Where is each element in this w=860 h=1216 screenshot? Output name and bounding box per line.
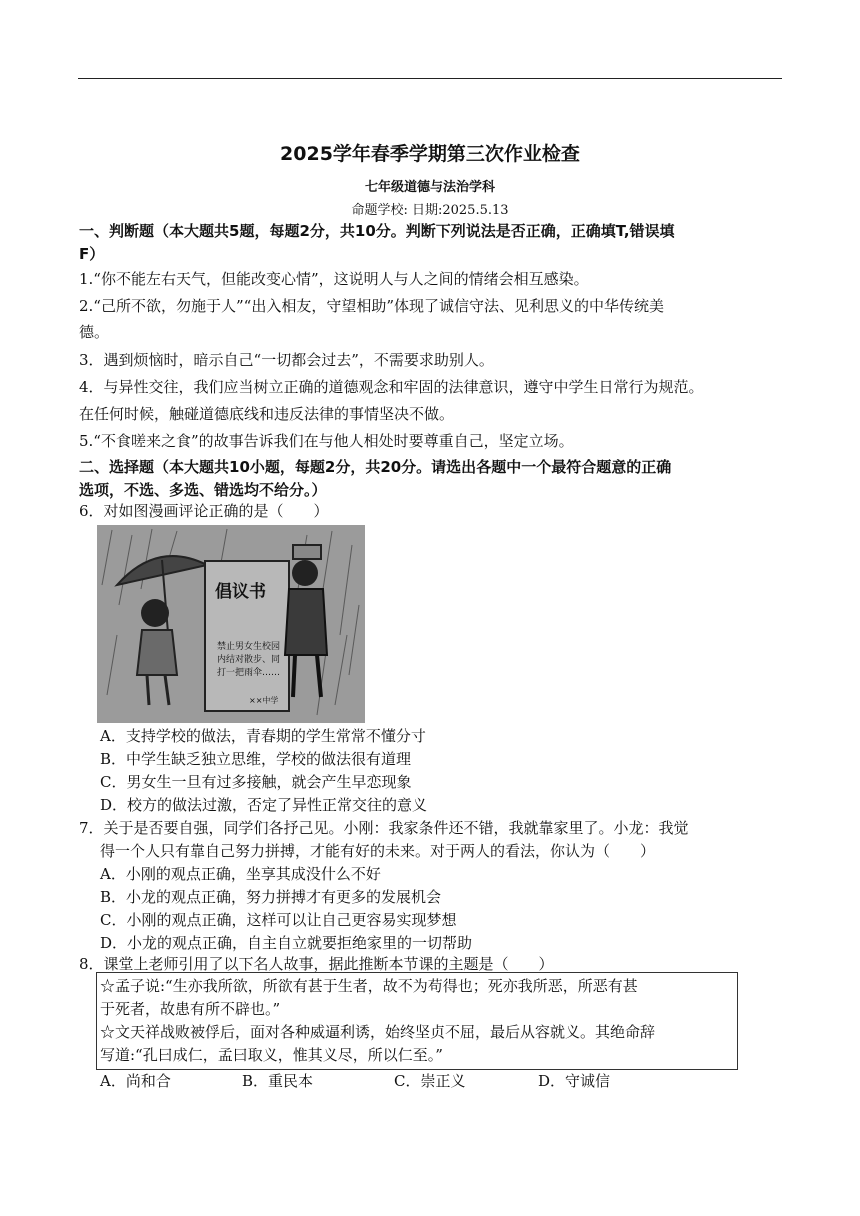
q7-option-a: A．小刚的观点正确，坐享其成没什么不好 (100, 865, 381, 883)
section1-heading-cont: F） (79, 245, 105, 263)
quote-line-2: 于死者，故患有所不辟也。” (100, 1000, 281, 1018)
quote-line-4: 写道:“孔曰成仁，孟曰取义，惟其义尽，所以仁至。” (100, 1046, 443, 1064)
q8-option-a: A．尚和合 (100, 1072, 171, 1090)
cartoon-banner: 倡议书 (215, 582, 266, 602)
q7-option-c: C．小刚的观点正确，这样可以让自己更容易实现梦想 (100, 911, 457, 929)
q6-option-a: A．支持学校的做法，青春期的学生常常不懂分寸 (100, 727, 426, 745)
q6-option-d: D．校方的做法过激，否定了异性正常交往的意义 (100, 796, 428, 814)
q8-option-d: D．守诚信 (538, 1072, 611, 1090)
question-4-cont: 在任何时候，触碰道德底线和违反法律的事情坚决不做。 (79, 405, 455, 423)
question-5: 5.“不食嗟来之食”的故事告诉我们在与他人相处时要尊重自己，坚定立场。 (79, 432, 574, 450)
page-title: 2025学年春季学期第三次作业检查 (280, 143, 580, 165)
top-rule (78, 78, 782, 79)
question-1: 1.“你不能左右天气，但能改变心情”，这说明人与人之间的情绪会相互感染。 (79, 270, 589, 288)
exam-meta: 命题学校: 日期:2025.5.13 (351, 203, 509, 218)
question-4: 4．与异性交往，我们应当树立正确的道德观念和牢固的法律意识，遵守中学生日常行为规范。 (79, 378, 704, 396)
q8-option-c: C．崇正义 (394, 1072, 466, 1090)
cartoon-text-3: 打一把雨伞…… (217, 668, 281, 678)
q7-option-d: D．小龙的观点正确，自主自立就要拒绝家里的一切帮助 (100, 934, 473, 952)
question-6: 6．对如图漫画评论正确的是（ ） (79, 502, 329, 520)
question-2: 2.“己所不欲，勿施于人”“出入相友，守望相助”体现了诚信守法、见利思义的中华传统美 (79, 297, 664, 315)
quote-line-3: ☆文天祥战败被俘后，面对各种威逼利诱，始终坚贞不屈，最后从容就义。其绝命辞 (100, 1023, 656, 1041)
cartoon-image (97, 525, 365, 723)
q6-option-b: B．中学生缺乏独立思维，学校的做法很有道理 (100, 750, 412, 768)
page-subtitle: 七年级道德与法治学科 (364, 180, 495, 195)
question-3: 3．遇到烦恼时，暗示自己“一切都会过去”，不需要求助别人。 (79, 351, 494, 369)
question-7-cont: 得一个人只有靠自己努力拼搏，才能有好的未来。对于两人的看法，你认为（ ） (100, 842, 656, 860)
cartoon-text-2: 内结对散步、同 (217, 655, 281, 665)
cartoon-sign: ××中学 (249, 696, 279, 705)
question-7: 7．关于是否要自强，同学们各抒己见。小刚：我家条件还不错，我就靠家里了。小龙：我觉 (79, 819, 689, 837)
section2-heading-cont: 选项，不选、多选、错选均不给分。） (79, 481, 327, 499)
quote-line-1: ☆孟子说:“生亦我所欲，所欲有甚于生者，故不为苟得也；死亦我所恶，所恶有甚 (100, 977, 638, 995)
question-8: 8．课堂上老师引用了以下名人故事，据此推断本节课的主题是（ ） (79, 955, 554, 973)
q7-option-b: B．小龙的观点正确，努力拼搏才有更多的发展机会 (100, 888, 442, 906)
section2-heading: 二、选择题（本大题共10小题，每题2分，共20分。请选出各题中一个最符合题意的正确 (79, 458, 672, 476)
question-2-cont: 德。 (79, 323, 110, 341)
cartoon-text-1: 禁止男女生校园 (217, 642, 281, 652)
q6-option-c: C．男女生一旦有过多接触，就会产生早恋现象 (100, 773, 412, 791)
section1-heading: 一、判断题（本大题共5题，每题2分，共10分。判断下列说法是否正确，正确填T,错误填 (79, 222, 675, 240)
q8-option-b: B．重民本 (242, 1072, 314, 1090)
